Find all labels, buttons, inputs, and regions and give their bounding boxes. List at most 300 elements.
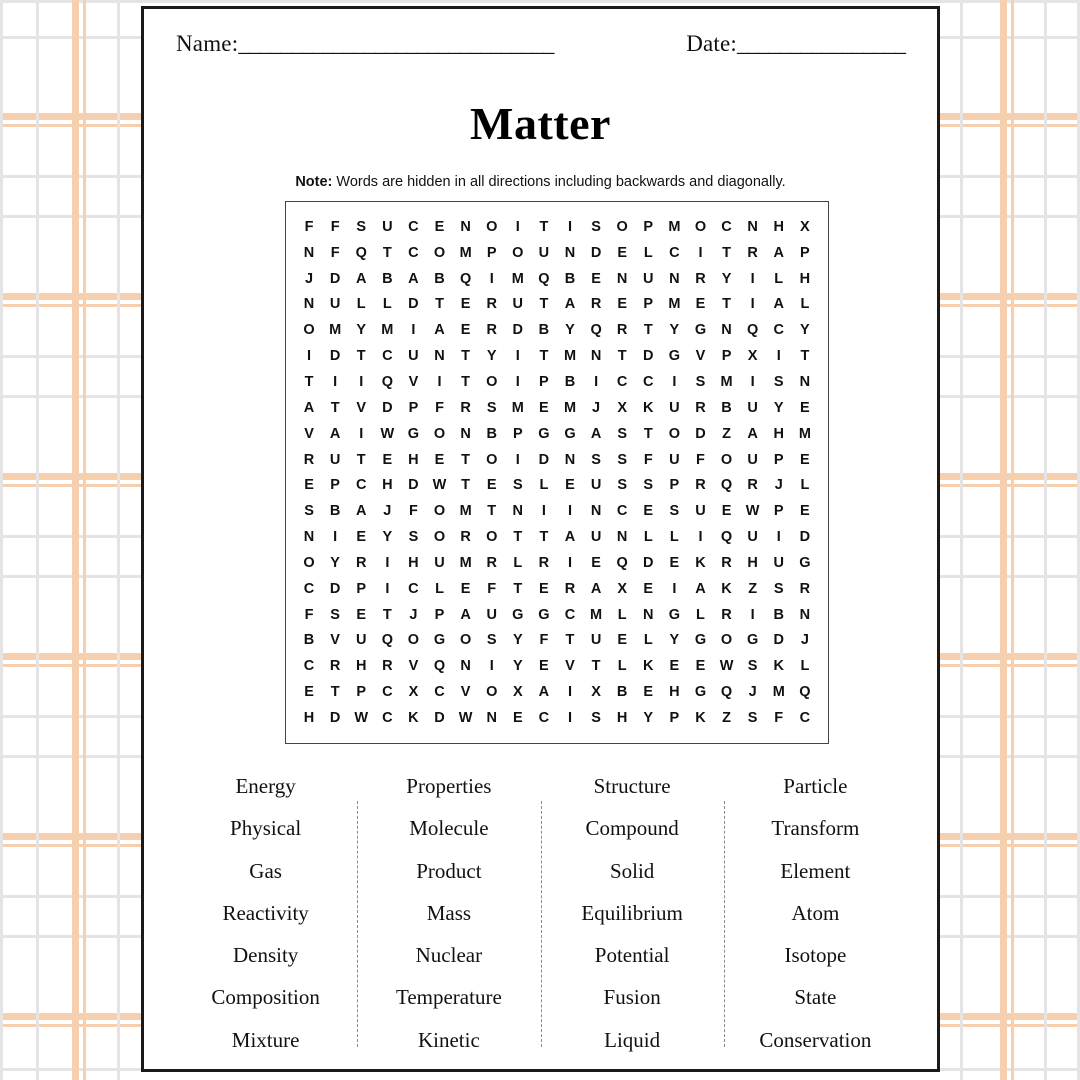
grid-cell[interactable]: J [800, 632, 809, 649]
grid-cell[interactable]: S [617, 425, 627, 442]
grid-cell[interactable]: U [669, 451, 680, 468]
grid-cell[interactable]: U [355, 632, 367, 649]
grid-cell[interactable]: D [434, 710, 445, 727]
word-list-item[interactable]: Isotope [784, 943, 847, 968]
grid-cell[interactable]: Y [512, 658, 523, 675]
grid-cell[interactable]: G [799, 554, 811, 571]
grid-cell[interactable]: C [721, 218, 732, 235]
word-list-item[interactable]: Atom [791, 900, 840, 925]
grid-cell[interactable]: P [669, 710, 680, 727]
grid-cell[interactable]: R [616, 322, 628, 339]
grid-cell[interactable]: P [800, 244, 810, 261]
grid-cell[interactable]: P [721, 348, 732, 365]
grid-cell[interactable]: Q [720, 477, 733, 494]
grid-cell[interactable]: P [330, 477, 340, 494]
grid-cell[interactable]: U [669, 399, 680, 416]
grid-cell[interactable]: I [750, 296, 755, 313]
grid-cell[interactable]: G [668, 348, 680, 365]
grid-cell[interactable]: E [460, 322, 471, 339]
grid-cell[interactable]: X [617, 580, 627, 597]
grid-cell[interactable]: Z [748, 580, 758, 597]
grid-cell[interactable]: A [590, 425, 602, 442]
grid-cell[interactable]: P [773, 503, 784, 520]
grid-cell[interactable]: I [567, 218, 572, 235]
grid-cell[interactable]: S [486, 399, 497, 416]
grid-cell[interactable]: T [722, 296, 731, 313]
grid-cell[interactable]: C [408, 580, 419, 597]
grid-cell[interactable]: U [747, 451, 758, 468]
grid-cell[interactable]: U [590, 529, 602, 546]
grid-cell[interactable]: O [486, 218, 498, 235]
grid-cell[interactable]: S [356, 218, 367, 235]
grid-cell[interactable]: X [800, 218, 810, 235]
grid-cell[interactable]: E [800, 503, 810, 520]
grid-cell[interactable]: L [356, 296, 366, 313]
grid-cell[interactable]: N [721, 322, 732, 339]
word-list-item[interactable]: Product [416, 858, 482, 883]
grid-cell[interactable]: K [721, 580, 732, 597]
grid-cell[interactable]: O [694, 218, 707, 235]
grid-cell[interactable]: Y [565, 322, 575, 339]
grid-cell[interactable]: I [776, 348, 781, 365]
grid-cell[interactable]: L [617, 658, 627, 675]
grid-cell[interactable]: L [513, 554, 523, 571]
grid-cell[interactable]: I [567, 684, 572, 701]
grid-cell[interactable]: R [590, 296, 602, 313]
grid-cell[interactable]: K [408, 710, 419, 727]
grid-cell[interactable]: D [329, 710, 341, 727]
grid-cell[interactable]: E [643, 503, 654, 520]
grid-cell[interactable]: B [564, 270, 576, 287]
grid-cell[interactable]: S [617, 477, 627, 494]
grid-cell[interactable]: Y [643, 710, 654, 727]
grid-cell[interactable]: I [359, 373, 364, 390]
word-list-item[interactable]: Nuclear [415, 943, 483, 968]
grid-cell[interactable]: G [694, 684, 707, 701]
grid-cell[interactable]: H [747, 554, 758, 571]
grid-cell[interactable]: P [434, 606, 445, 623]
grid-cell[interactable]: L [643, 529, 653, 546]
grid-cell[interactable]: B [538, 322, 550, 339]
grid-cell[interactable]: F [304, 606, 314, 623]
grid-cell[interactable]: Q [747, 322, 759, 339]
grid-cell[interactable]: U [329, 296, 341, 313]
grid-cell[interactable]: E [486, 477, 497, 494]
grid-cell[interactable]: R [747, 244, 758, 261]
grid-cell[interactable]: A [564, 296, 576, 313]
grid-cell[interactable]: E [617, 296, 627, 313]
grid-cell[interactable]: W [354, 710, 369, 727]
grid-cell[interactable]: U [512, 296, 524, 313]
grid-cell[interactable]: F [643, 451, 653, 468]
grid-cell[interactable]: C [669, 244, 680, 261]
grid-cell[interactable]: F [408, 503, 418, 520]
grid-cell[interactable]: I [594, 373, 599, 390]
grid-cell[interactable]: A [695, 580, 706, 597]
grid-cell[interactable]: I [359, 425, 364, 442]
grid-cell[interactable]: K [643, 658, 654, 675]
grid-cell[interactable]: S [304, 503, 314, 520]
grid-cell[interactable]: I [672, 580, 677, 597]
grid-cell[interactable]: G [407, 425, 420, 442]
grid-cell[interactable]: E [591, 270, 601, 287]
grid-cell[interactable]: A [303, 399, 315, 416]
grid-cell[interactable]: I [750, 606, 755, 623]
grid-cell[interactable]: U [695, 503, 706, 520]
grid-cell[interactable]: T [304, 373, 314, 390]
grid-cell[interactable]: U [538, 244, 550, 261]
grid-cell[interactable]: V [408, 373, 419, 390]
grid-cell[interactable]: K [695, 554, 706, 571]
grid-cell[interactable]: B [329, 503, 341, 520]
name-input-rule[interactable]: ______________________________ [238, 31, 554, 56]
grid-cell[interactable]: C [616, 503, 628, 520]
grid-cell[interactable]: N [669, 270, 680, 287]
grid-cell[interactable]: Y [512, 632, 523, 649]
grid-cell[interactable]: I [515, 451, 520, 468]
grid-cell[interactable]: U [408, 348, 419, 365]
grid-cell[interactable]: M [381, 322, 394, 339]
grid-cell[interactable]: Q [538, 270, 550, 287]
grid-cell[interactable]: Y [669, 322, 680, 339]
grid-cell[interactable]: G [433, 632, 446, 649]
grid-cell[interactable]: T [513, 580, 523, 597]
grid-cell[interactable]: G [747, 632, 759, 649]
grid-cell[interactable]: I [515, 218, 520, 235]
grid-cell[interactable]: H [773, 425, 784, 442]
grid-cell[interactable]: E [643, 580, 654, 597]
grid-cell[interactable]: D [512, 322, 524, 339]
grid-cell[interactable]: P [356, 684, 367, 701]
grid-cell[interactable]: R [382, 658, 393, 675]
grid-cell[interactable]: U [747, 399, 758, 416]
grid-cell[interactable]: I [567, 710, 572, 727]
grid-cell[interactable]: N [747, 218, 758, 235]
grid-cell[interactable]: R [695, 270, 706, 287]
grid-cell[interactable]: R [721, 554, 732, 571]
grid-cell[interactable]: X [617, 399, 627, 416]
grid-cell[interactable]: I [672, 373, 677, 390]
grid-cell[interactable]: E [356, 529, 367, 546]
grid-cell[interactable]: C [773, 322, 784, 339]
grid-cell[interactable]: T [722, 244, 731, 261]
grid-cell[interactable]: S [773, 373, 784, 390]
grid-cell[interactable]: X [408, 684, 419, 701]
grid-cell[interactable]: Q [381, 632, 393, 649]
grid-cell[interactable]: E [565, 477, 575, 494]
grid-cell[interactable]: T [643, 322, 653, 339]
grid-cell[interactable]: A [564, 529, 576, 546]
grid-cell[interactable]: I [489, 658, 494, 675]
grid-cell[interactable]: N [486, 710, 497, 727]
grid-cell[interactable]: M [459, 503, 472, 520]
grid-cell[interactable]: I [307, 348, 312, 365]
grid-cell[interactable]: G [564, 425, 576, 442]
grid-cell[interactable]: C [408, 218, 419, 235]
grid-cell[interactable]: E [382, 451, 393, 468]
grid-cell[interactable]: J [383, 503, 392, 520]
grid-cell[interactable]: N [460, 218, 471, 235]
grid-cell[interactable]: T [356, 451, 366, 468]
grid-cell[interactable]: R [721, 606, 732, 623]
grid-cell[interactable]: P [539, 373, 549, 390]
grid-cell[interactable]: C [408, 244, 419, 261]
grid-cell[interactable]: I [385, 554, 390, 571]
grid-cell[interactable]: L [800, 658, 810, 675]
grid-cell[interactable]: B [434, 270, 445, 287]
grid-cell[interactable]: T [382, 244, 392, 261]
grid-cell[interactable]: N [590, 348, 602, 365]
grid-cell[interactable]: O [433, 425, 446, 442]
grid-cell[interactable]: H [408, 451, 419, 468]
grid-cell[interactable]: L [800, 296, 810, 313]
grid-cell[interactable]: T [539, 348, 549, 365]
grid-cell[interactable]: H [382, 477, 393, 494]
grid-cell[interactable]: E [539, 580, 549, 597]
grid-cell[interactable]: F [435, 399, 444, 416]
grid-cell[interactable]: W [432, 477, 447, 494]
grid-cell[interactable]: H [669, 684, 680, 701]
grid-cell[interactable]: H [355, 658, 367, 675]
grid-cell[interactable]: M [720, 373, 733, 390]
grid-cell[interactable]: I [333, 529, 338, 546]
grid-cell[interactable]: D [643, 554, 654, 571]
word-list-item[interactable]: Compound [585, 816, 679, 841]
word-list-item[interactable]: Potential [594, 943, 670, 968]
grid-cell[interactable]: J [592, 399, 601, 416]
grid-cell[interactable]: S [747, 710, 758, 727]
grid-cell[interactable]: M [511, 270, 524, 287]
grid-cell[interactable]: H [773, 218, 784, 235]
grid-cell[interactable]: M [459, 554, 472, 571]
grid-cell[interactable]: E [669, 554, 680, 571]
grid-cell[interactable]: O [433, 503, 446, 520]
grid-cell[interactable]: E [617, 632, 627, 649]
grid-cell[interactable]: P [643, 218, 654, 235]
grid-cell[interactable]: R [460, 399, 471, 416]
grid-cell[interactable]: A [355, 503, 367, 520]
word-list-item[interactable]: Properties [406, 774, 492, 798]
grid-cell[interactable]: E [460, 580, 471, 597]
grid-cell[interactable]: N [460, 658, 471, 675]
grid-cell[interactable]: E [512, 710, 523, 727]
grid-cell[interactable]: A [538, 684, 550, 701]
grid-cell[interactable]: Q [459, 270, 472, 287]
grid-cell[interactable]: S [591, 218, 601, 235]
grid-cell[interactable]: C [303, 658, 315, 675]
grid-cell[interactable]: U [747, 529, 758, 546]
grid-cell[interactable]: C [382, 684, 393, 701]
word-list-item[interactable]: Physical [230, 816, 302, 841]
grid-cell[interactable]: O [486, 451, 498, 468]
grid-cell[interactable]: I [750, 373, 755, 390]
grid-cell[interactable]: N [434, 348, 445, 365]
grid-cell[interactable]: M [772, 684, 785, 701]
grid-cell[interactable]: F [487, 580, 497, 597]
grid-cell[interactable]: J [409, 606, 418, 623]
grid-cell[interactable]: V [565, 658, 575, 675]
grid-cell[interactable]: U [486, 606, 497, 623]
grid-cell[interactable]: E [434, 218, 445, 235]
grid-cell[interactable]: N [303, 244, 315, 261]
word-list-item[interactable]: Particle [783, 774, 848, 798]
grid-cell[interactable]: R [747, 477, 758, 494]
grid-cell[interactable]: C [303, 580, 315, 597]
grid-cell[interactable]: F [304, 218, 314, 235]
grid-cell[interactable]: I [385, 580, 390, 597]
grid-cell[interactable]: B [616, 684, 628, 701]
grid-cell[interactable]: I [437, 373, 442, 390]
grid-cell[interactable]: G [538, 425, 550, 442]
grid-cell[interactable]: P [643, 296, 654, 313]
grid-cell[interactable]: E [304, 684, 314, 701]
grid-cell[interactable]: E [356, 606, 367, 623]
grid-cell[interactable]: O [720, 451, 733, 468]
grid-cell[interactable]: S [747, 658, 758, 675]
grid-cell[interactable]: E [617, 244, 627, 261]
grid-cell[interactable]: P [486, 244, 497, 261]
grid-cell[interactable]: I [515, 348, 520, 365]
grid-cell[interactable]: E [800, 451, 810, 468]
grid-cell[interactable]: A [329, 425, 341, 442]
grid-cell[interactable]: L [435, 580, 444, 597]
word-list-item[interactable]: State [794, 985, 837, 1010]
grid-cell[interactable]: C [616, 373, 628, 390]
grid-cell[interactable]: E [460, 296, 471, 313]
word-list-item[interactable]: Mixture [231, 1027, 300, 1052]
grid-cell[interactable]: I [515, 373, 520, 390]
grid-cell[interactable]: N [799, 606, 811, 623]
grid-cell[interactable]: I [567, 554, 572, 571]
grid-cell[interactable]: M [668, 218, 681, 235]
grid-cell[interactable]: P [669, 477, 680, 494]
grid-cell[interactable]: S [773, 580, 784, 597]
grid-cell[interactable]: Q [381, 373, 393, 390]
word-list-item[interactable]: Solid [609, 858, 655, 883]
grid-cell[interactable]: R [486, 554, 497, 571]
grid-cell[interactable]: F [539, 632, 549, 649]
grid-cell[interactable]: A [590, 580, 602, 597]
grid-cell[interactable]: X [747, 348, 758, 365]
grid-cell[interactable]: Y [330, 554, 340, 571]
grid-cell[interactable]: L [617, 606, 627, 623]
grid-cell[interactable]: W [380, 425, 395, 442]
grid-cell[interactable]: Y [773, 399, 784, 416]
grid-cell[interactable]: N [564, 244, 576, 261]
grid-cell[interactable]: D [329, 348, 341, 365]
grid-cell[interactable]: L [643, 244, 653, 261]
grid-cell[interactable]: O [433, 529, 446, 546]
grid-cell[interactable]: E [539, 399, 549, 416]
grid-cell[interactable]: L [774, 270, 784, 287]
grid-cell[interactable]: N [616, 270, 628, 287]
grid-cell[interactable]: M [563, 348, 577, 365]
grid-cell[interactable]: Z [722, 425, 731, 442]
grid-cell[interactable]: Y [800, 322, 810, 339]
word-list-item[interactable]: Kinetic [417, 1027, 480, 1052]
grid-cell[interactable]: T [356, 348, 366, 365]
grid-cell[interactable]: D [408, 477, 419, 494]
grid-cell[interactable]: G [694, 322, 707, 339]
word-list-item[interactable]: Temperature [395, 985, 502, 1010]
grid-cell[interactable]: T [643, 425, 653, 442]
word-list-item[interactable]: Molecule [409, 816, 489, 841]
grid-cell[interactable]: I [411, 322, 416, 339]
grid-cell[interactable]: E [643, 684, 654, 701]
grid-cell[interactable]: E [304, 477, 314, 494]
grid-cell[interactable]: P [408, 399, 419, 416]
grid-cell[interactable]: M [798, 425, 811, 442]
grid-cell[interactable]: I [489, 270, 494, 287]
grid-cell[interactable]: E [669, 658, 680, 675]
grid-cell[interactable]: O [720, 632, 733, 649]
grid-cell[interactable]: T [539, 218, 549, 235]
grid-cell[interactable]: V [304, 425, 314, 442]
grid-cell[interactable]: B [564, 373, 576, 390]
grid-cell[interactable]: R [538, 554, 550, 571]
grid-cell[interactable]: O [303, 554, 315, 571]
grid-cell[interactable]: Y [486, 348, 497, 365]
grid-cell[interactable]: H [303, 710, 315, 727]
grid-cell[interactable]: S [486, 632, 497, 649]
grid-cell[interactable]: C [643, 373, 654, 390]
grid-cell[interactable]: R [564, 580, 576, 597]
word-list-item[interactable]: Composition [211, 985, 320, 1010]
grid-cell[interactable]: I [567, 503, 572, 520]
word-list-item[interactable]: Energy [235, 774, 296, 798]
grid-cell[interactable]: Q [616, 554, 628, 571]
grid-cell[interactable]: O [668, 425, 680, 442]
grid-cell[interactable]: R [329, 658, 341, 675]
grid-cell[interactable]: I [776, 529, 781, 546]
grid-cell[interactable]: D [643, 348, 654, 365]
grid-cell[interactable]: I [750, 270, 755, 287]
grid-cell[interactable]: V [330, 632, 340, 649]
grid-cell[interactable]: Y [669, 632, 680, 649]
grid-cell[interactable]: I [698, 529, 703, 546]
grid-cell[interactable]: R [460, 529, 471, 546]
grid-cell[interactable]: P [773, 451, 784, 468]
grid-cell[interactable]: U [329, 451, 341, 468]
grid-cell[interactable]: Q [590, 322, 602, 339]
grid-cell[interactable]: T [435, 296, 444, 313]
grid-cell[interactable]: C [799, 710, 811, 727]
grid-cell[interactable]: N [303, 529, 315, 546]
grid-cell[interactable]: N [643, 606, 654, 623]
grid-cell[interactable]: O [459, 632, 472, 649]
grid-cell[interactable]: M [668, 296, 681, 313]
grid-cell[interactable]: M [590, 606, 603, 623]
grid-cell[interactable]: J [774, 477, 783, 494]
grid-cell[interactable]: Y [356, 322, 367, 339]
grid-cell[interactable]: T [539, 296, 549, 313]
word-list-item[interactable]: Reactivity [222, 900, 309, 925]
grid-cell[interactable]: C [355, 477, 367, 494]
grid-cell[interactable]: S [669, 503, 680, 520]
word-list-item[interactable]: Liquid [604, 1027, 661, 1052]
grid-cell[interactable]: N [616, 529, 628, 546]
grid-cell[interactable]: Q [799, 684, 811, 701]
grid-cell[interactable]: T [487, 503, 497, 520]
grid-cell[interactable]: N [799, 373, 811, 390]
grid-cell[interactable]: I [698, 244, 703, 261]
word-list-item[interactable]: Equilibrium [581, 900, 683, 925]
grid-cell[interactable]: K [773, 658, 784, 675]
word-list-item[interactable]: Structure [593, 774, 671, 798]
grid-cell[interactable]: V [460, 684, 471, 701]
grid-cell[interactable]: H [799, 270, 811, 287]
grid-cell[interactable]: R [303, 451, 315, 468]
